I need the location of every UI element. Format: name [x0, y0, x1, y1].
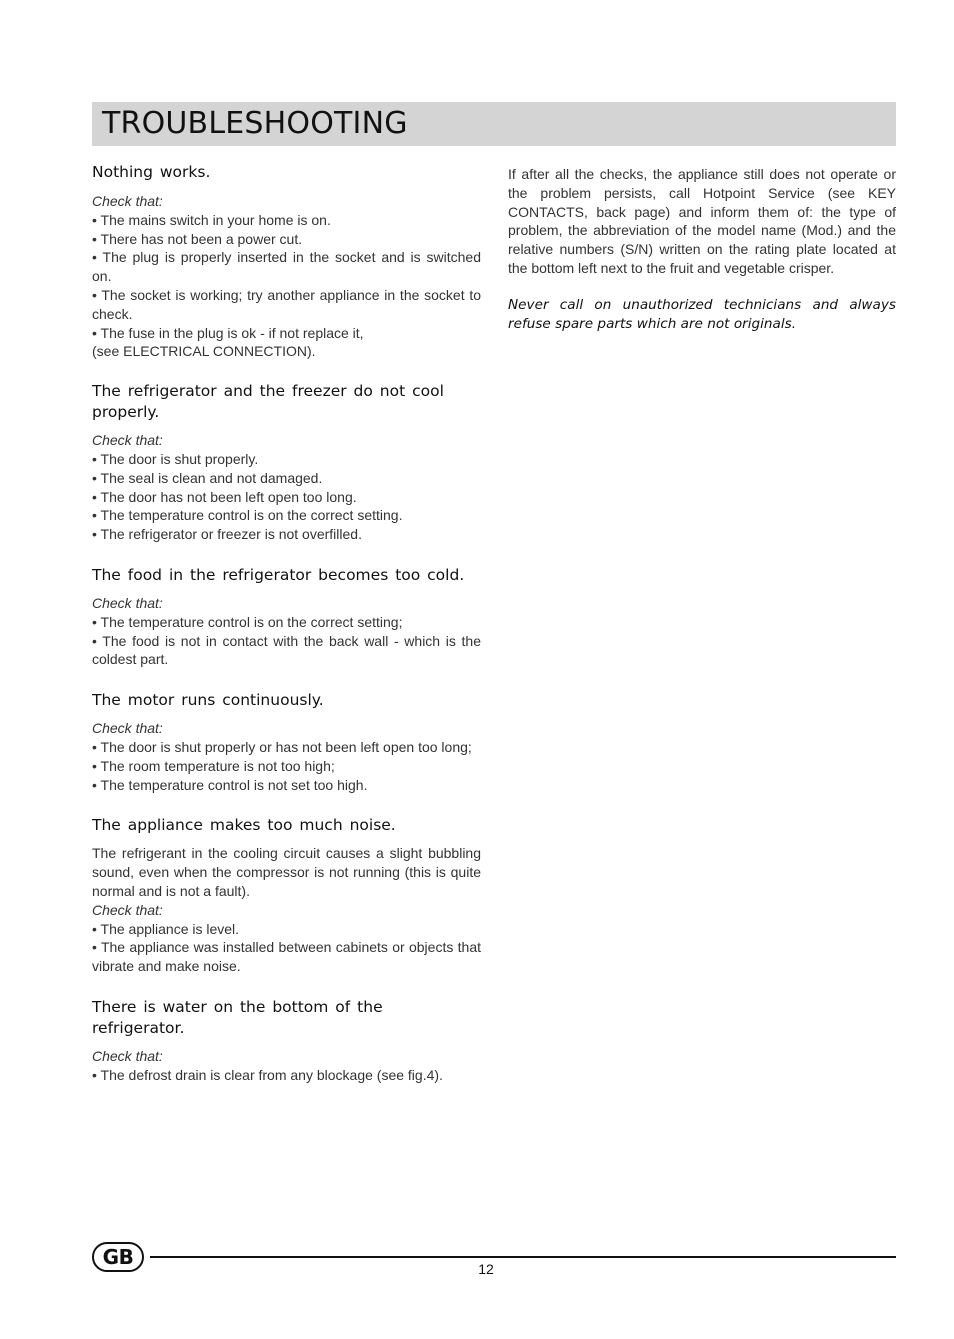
section-too-cold	[92, 565, 481, 669]
check-list	[92, 450, 481, 544]
list-item: • The appliance was installed between cabinets or objects that vibrate and make noise.	[92, 939, 481, 975]
title-bar	[92, 102, 896, 146]
list-item: • The room temperature is not too high;	[92, 757, 335, 774]
footer-divider	[150, 1256, 896, 1258]
section-nothing-works	[92, 162, 481, 361]
section-heading: Nothing works.	[92, 163, 211, 181]
list-item: • The temperature control is on the correct setting;	[92, 613, 403, 630]
list-item: • The appliance is level.	[92, 920, 240, 937]
list-item: • The seal is clean and not damaged.	[92, 469, 323, 486]
left-column	[92, 162, 481, 1085]
check-label: Check that:	[92, 1047, 163, 1064]
section-motor-runs	[92, 690, 481, 794]
list-item: • The defrost drain is clear from any blockage (see fig.4).	[92, 1066, 443, 1083]
list-item: • The temperature control is on the correct setting.	[92, 507, 403, 524]
list-item: • The refrigerator or freezer is not overfilled.	[92, 526, 362, 543]
list-item: • The fuse in the plug is ok - if not replace it,	[92, 324, 364, 341]
check-label: Check that:	[92, 432, 163, 449]
list-item: • There has not been a power cut.	[92, 230, 303, 247]
check-list	[92, 1066, 481, 1085]
section-heading: The appliance makes too much noise.	[92, 816, 396, 835]
list-item: • The food is not in contact with the back wall - which is the coldest part.	[92, 632, 481, 668]
check-list	[92, 613, 481, 669]
reference-note: (see ELECTRICAL CONNECTION).	[92, 343, 316, 360]
list-item: • The door is shut properly or has not been left open too long;	[92, 738, 472, 755]
right-column	[508, 165, 896, 335]
check-label: Check that:	[92, 720, 163, 737]
check-list	[92, 738, 481, 794]
check-list	[92, 211, 481, 343]
section-noise	[92, 815, 481, 976]
section-heading: There is water on the bottom of the refrigerator.	[92, 997, 383, 1037]
list-item: • The door is shut properly.	[92, 450, 259, 467]
list-item: • The door has not been left open too long.	[92, 488, 357, 505]
section-heading: The refrigerator and the freezer do not cool properly.	[92, 382, 444, 422]
section-water	[92, 997, 481, 1085]
check-label: Check that:	[92, 193, 163, 209]
list-item: • The mains switch in your home is on.	[92, 211, 331, 228]
section-intro: The refrigerant in the cooling circuit causes a slight bubbling sound, even when the compressor is not running (this is quite normal and is not a fault).	[92, 845, 481, 899]
page-title: TROUBLESHOOTING	[102, 106, 408, 141]
page-number: 12	[478, 1261, 494, 1277]
warning-note: Never call on unauthorized technicians and always refuse spare parts which are not originals.	[508, 296, 896, 333]
list-item: • The temperature control is not set too high.	[92, 776, 368, 793]
language-badge: GB	[92, 1242, 144, 1272]
check-list	[92, 920, 481, 976]
list-item: • The plug is properly inserted in the socket and is switched on.	[92, 249, 481, 285]
list-item: • The socket is working; try another appliance in the socket to check.	[92, 286, 481, 322]
section-heading: The food in the refrigerator becomes too cold.	[92, 565, 465, 584]
check-label: Check that:	[92, 901, 163, 918]
section-not-cooling	[92, 381, 481, 544]
section-heading: The motor runs continuously.	[92, 691, 324, 710]
check-label: Check that:	[92, 594, 163, 611]
service-paragraph: If after all the checks, the appliance still does not operate or the problem persists, call Hotpoint Service (see KEY CONTACTS, back page) and inform them of: the type of problem, the abbreviation of the model name (Mod.) and the relative numbers (S/N) written on the rating plate located at the bottom left next to the fruit and vegetable crisper.	[508, 166, 896, 276]
